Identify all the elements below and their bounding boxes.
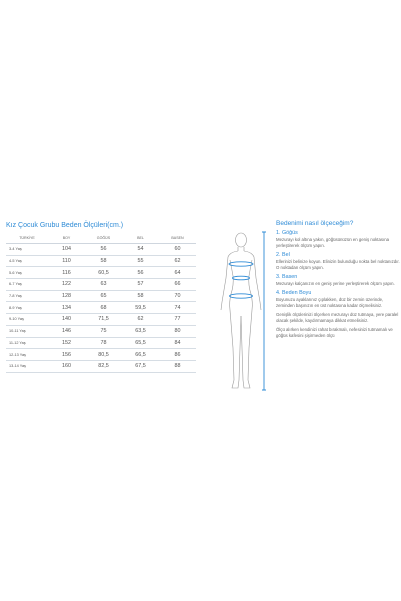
- table-cell: 63,5: [122, 325, 159, 337]
- table-cell: 122: [48, 279, 85, 291]
- table-cell: 62: [122, 314, 159, 326]
- table-cell: 82,5: [85, 360, 122, 372]
- table-title: Kız Çocuk Grubu Beden Ölçüleri(cm.): [6, 222, 124, 229]
- body-measurement-figure-icon: [212, 230, 270, 392]
- table-row: [6, 325, 196, 337]
- table-cell: 78: [85, 337, 122, 349]
- table-cell: 64: [159, 267, 196, 279]
- section-text: Ellerinizi belinize koyun. Elinizin bulunduğu nokta bel noktanızdır. O noktadan ölçüm yapın.: [276, 259, 400, 270]
- table-cell: 56: [122, 267, 159, 279]
- table-row: [6, 337, 196, 349]
- table-cell: 160: [48, 360, 85, 372]
- table-cell: 57: [122, 279, 159, 291]
- table-cell: 140: [48, 314, 85, 326]
- table-cell: 75: [85, 325, 122, 337]
- table-cell: 86: [159, 349, 196, 361]
- measurement-guide: [276, 220, 401, 339]
- section-text: Boyunuzu ayaklarınız çıplakken, düz bir zemin üzerinde, zeminden başınızın en üst noktasına kadar ölçmelisiniz.: [276, 297, 384, 308]
- table-cell: 65: [85, 290, 122, 302]
- size-table: [6, 233, 196, 373]
- guide-note: Ölçü alırken kendinizi rahat bırakmalı, nefesinizi tutmamalı ve göğüs kafesini şişirmeden ölçü: [276, 327, 393, 338]
- table-row: [6, 279, 196, 291]
- table-cell: 60,5: [85, 267, 122, 279]
- column-header: TÜRKİYE: [6, 233, 48, 244]
- age-cell: 8-9 Yaş: [6, 302, 48, 314]
- size-chart-panel: [0, 214, 401, 392]
- age-cell: 4-5 Yaş: [6, 255, 48, 267]
- table-row: [6, 360, 196, 372]
- table-cell: 88: [159, 360, 196, 372]
- table-cell: 67,5: [122, 360, 159, 372]
- table-cell: 63: [85, 279, 122, 291]
- table-cell: 68: [85, 302, 122, 314]
- table-cell: 104: [48, 244, 85, 256]
- table-cell: 74: [159, 302, 196, 314]
- table-cell: 84: [159, 337, 196, 349]
- age-cell: 13-14 Yaş: [6, 360, 48, 372]
- guide-section-height: [276, 290, 401, 309]
- table-cell: 62: [159, 255, 196, 267]
- table-cell: 152: [48, 337, 85, 349]
- column-header: BOY: [48, 233, 85, 244]
- table-cell: 80: [159, 325, 196, 337]
- guide-title: Bedenimi nasıl ölçeceğim?: [276, 220, 354, 227]
- guide-section-waist: [276, 252, 401, 271]
- guide-section-chest: [276, 230, 401, 249]
- table-row: [6, 314, 196, 326]
- table-cell: 80,5: [85, 349, 122, 361]
- table-row: [6, 267, 196, 279]
- table-cell: 56: [85, 244, 122, 256]
- section-title: 2. Bel: [276, 252, 290, 258]
- table-cell: 55: [122, 255, 159, 267]
- table-cell: 116: [48, 267, 85, 279]
- table-cell: 146: [48, 325, 85, 337]
- table-row: [6, 302, 196, 314]
- table-cell: 60: [159, 244, 196, 256]
- table-cell: 134: [48, 302, 85, 314]
- table-cell: 66,5: [122, 349, 159, 361]
- table-cell: 54: [122, 244, 159, 256]
- table-row: [6, 349, 196, 361]
- section-title: 4. Beden Boyu: [276, 290, 312, 296]
- section-text: Mezurayı kol altına yakın, göğüsünüzün en geniş noktasına yerleştirerek ölçüm yapın.: [276, 237, 389, 248]
- section-text: Mezurayı kalçanızın en geniş yerine yerleştirerek ölçüm yapın.: [276, 281, 395, 286]
- table-cell: 70: [159, 290, 196, 302]
- age-cell: 7-8 Yaş: [6, 290, 48, 302]
- table-cell: 156: [48, 349, 85, 361]
- table-row: [6, 290, 196, 302]
- section-title: 3. Basen: [276, 274, 298, 280]
- table-cell: 128: [48, 290, 85, 302]
- table-cell: 71,5: [85, 314, 122, 326]
- table-row: [6, 255, 196, 267]
- table-header-row: [6, 233, 196, 244]
- table-cell: 58: [122, 290, 159, 302]
- column-header: GÖĞÜS: [85, 233, 122, 244]
- column-header: BASEN: [159, 233, 196, 244]
- age-cell: 6-7 Yaş: [6, 279, 48, 291]
- table-row: [6, 244, 196, 256]
- age-cell: 10-11 Yaş: [6, 325, 48, 337]
- age-cell: 5-6 Yaş: [6, 267, 48, 279]
- table-cell: 59,5: [122, 302, 159, 314]
- age-cell: 12-13 Yaş: [6, 349, 48, 361]
- table-cell: 58: [85, 255, 122, 267]
- table-cell: 110: [48, 255, 85, 267]
- age-cell: 3-4 Yaş: [6, 244, 48, 256]
- table-cell: 65,5: [122, 337, 159, 349]
- table-cell: 77: [159, 314, 196, 326]
- age-cell: 11-12 Yaş: [6, 337, 48, 349]
- column-header: BEL: [122, 233, 159, 244]
- section-title: 1. Göğüs: [276, 230, 298, 236]
- age-cell: 9-10 Yaş: [6, 314, 48, 326]
- guide-note: Genişlik ölçülerinizi ölçerken mezurayı düz tutmaya, yere paralel olacak şekilde, kaydırmamaya dikkat etmelisiniz.: [276, 312, 399, 323]
- table-cell: 66: [159, 279, 196, 291]
- guide-section-hip: [276, 274, 401, 287]
